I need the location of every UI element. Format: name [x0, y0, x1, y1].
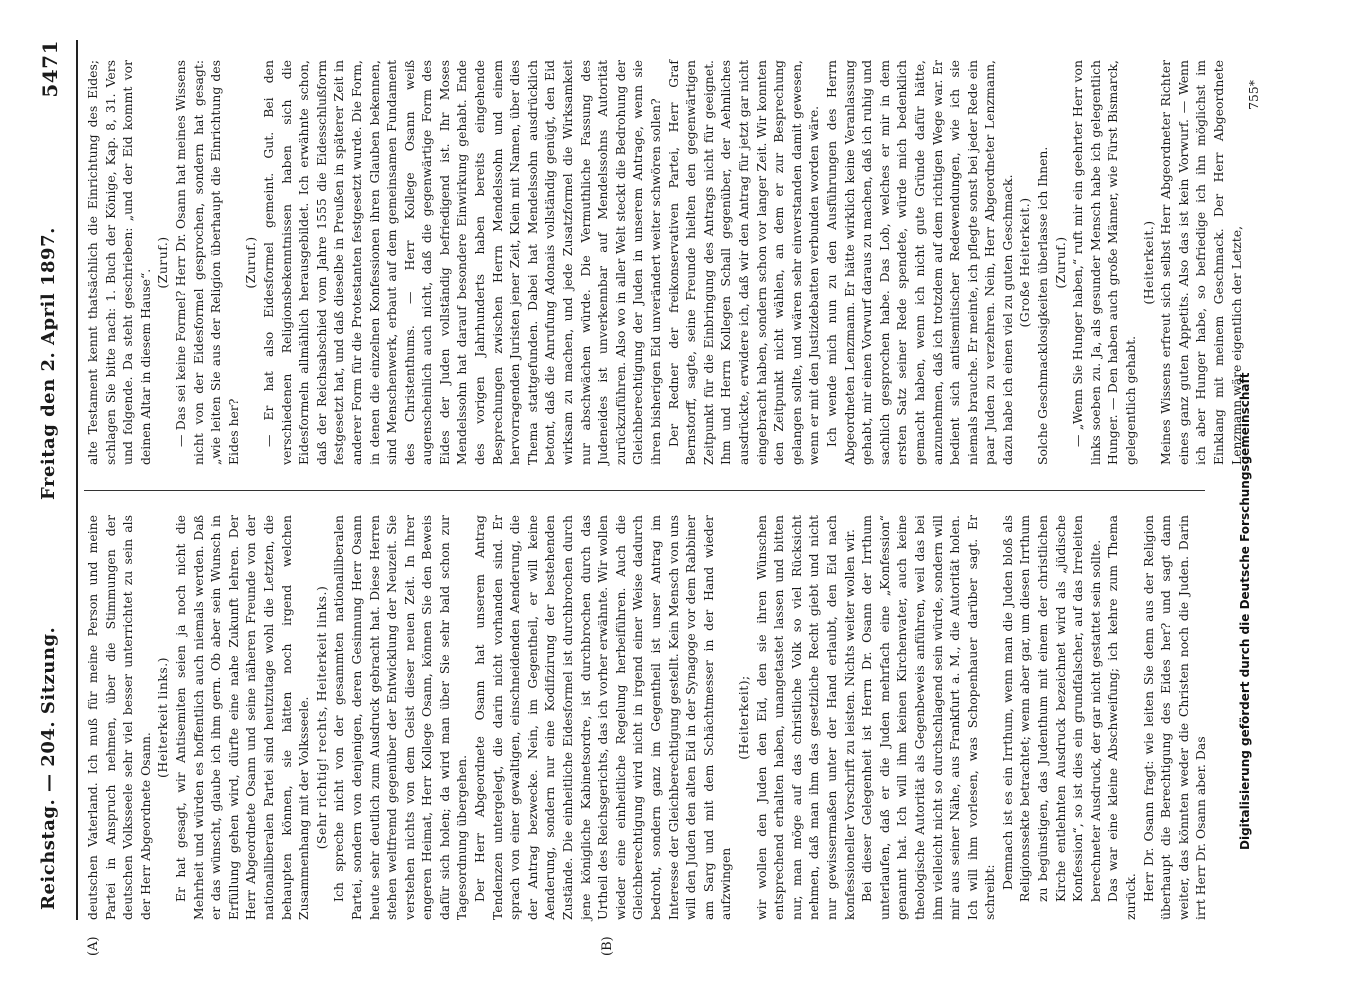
- interjection: (Zuruf.): [243, 236, 259, 289]
- paragraph: Das war eine kleine Abschweifung; ich kehre zum Thema zurück.: [1105, 515, 1139, 920]
- header-date: Freitag den 2. April 1897.: [38, 227, 59, 500]
- page-number: 5471: [38, 40, 62, 98]
- header-session: Reichstag. — 204. Sitzung.: [38, 626, 59, 910]
- interjection: (Heiterkeit);: [735, 675, 751, 760]
- running-header: [38, 40, 68, 930]
- interjection: (Heiterkeit.): [1140, 220, 1156, 305]
- header-rule: [76, 40, 78, 920]
- paragraph: Er hat gesagt, wir Antisemiten seien ja noch nicht die Mehrheit und würden es hoffentlich auch niemals werden. Daß er das wünscht, glaube ich ihm gern. Ob aber sein Wunsch in Erfüllung gehen wird, dürfte eine nahe Zukunft lehren. Der Herr Abgeordnete Osann und seine näheren Freunde von der nationalliberalen Partei sind heutzutage wohl die Letzten, die behaupten können, sie hätten noch irgend welchen Zusammenhang mit der Volksseele.: [172, 515, 312, 920]
- paragraph: Solche Geschmacklosigkeiten überlasse ich Ihnen.: [1035, 146, 1051, 465]
- left-column: [84, 515, 1210, 920]
- interjection: (Zuruf.): [155, 236, 171, 289]
- paragraph: Der Redner der freikonservativen Partei, Herr Graf Bernstorff, sagte, seine Freunde hielten den gegenwärtigen Zeitpunkt für die Einbringung des Antrags nicht für geeignet. Ihm und Herrn Kollegen Schall gegenüber, der Aehnliches ausdrückte, erwidere ich, daß wir den Antrag für jetzt gar nicht eingebracht haben, sondern schon vor langer Zeit. Wir konnten den Zeitpunkt nicht wählen, an dem er zur Besprechung gelangen sollte, und wären sehr einverstanden damit gewesen, wenn er mit den Justizdebatten verbunden worden wäre.: [665, 60, 822, 465]
- interjection: (Heiterkeit links.): [155, 657, 171, 778]
- quotation: Demnach ist es ein Irrthum, wenn man die Juden bloß als Religionssekte betrachtet; wenn aber gar, um diesen Irrthum zu begünstigen, das Judenthum mit einem der christlichen Kirche entlehnten Ausdruck bezeichnet wird als „jüdische Konfession“, so ist dies ein grundfalscher, auf das Irreleiten berechneter Ausdruck, der gar nicht gestattet sein sollte.: [999, 515, 1103, 902]
- right-column: [84, 60, 1263, 465]
- paragraph: — „Wenn Sie Hunger haben,“ ruft mir ein geehrter Herr von links soeben zu. Ja, als gesunder Mensch habe ich gelegentlich Hunger. — Den haben auch große Männer, wie Fürst Bismarck, gelegentlich gehabt.: [1070, 60, 1139, 465]
- margin-marker-b: (B): [600, 936, 615, 956]
- interjection: (Zuruf.): [1052, 236, 1068, 289]
- paragraph: Der Herr Abgeordnete Osann hat unserem Antrag Tendenzen untergelegt, die darin nicht vorhanden sind. Er sprach von einer gewaltigen, einschneidenden Aenderung, die der Antrag bezwecke. Nein, im Gegentheil, er will keine Aenderung, sondern nur eine Kodifizirung der bestehenden Zustände. Die einheitliche Eidesformel ist durchbrochen durch jene königliche Kabinetsordre, ist durchbrochen durch das Urtheil des Reichsgerichts, das ich vorher erwähnte. Wir wollen wieder eine einheitliche Regelung herbeiführen. Auch die Gleichberechtigung wird nicht in irgend einer Weise dadurch bedroht, sondern ganz im Gegentheil ist unser Antrag im Interesse der Gleichberechtigung gestellt. Kein Mensch von uns will den Juden den alten Eid in der Synagoge vor dem Rabbiner am Sarg und mit dem Schächtmesser in der Hand wieder aufzwingen: [472, 515, 734, 920]
- paragraph: Bei dieser Gelegenheit ist Herrn Dr. Osann der Irrthum unterlaufen, daß er die Juden mehrfach eine „Konfession“ genannt hat. Ich will ihm keinen Kirchenvater, auch keine theologische Autorität als Gegenbeweis anführen, weil das bei ihm vielleicht nicht so durchschlagend sein würde, sondern will mir aus seiner Nähe, aus Frankfurt a. M., die Autorität holen. Ich will ihm vorlesen, was Schopenhauer darüber sagt. Er schreibt:: [859, 515, 998, 920]
- paragraph: Ich spreche nicht von der gesammten nationalliberalen Partei, sondern von denjenigen, deren Gesinnung Herr Osann heute sehr deutlich zum Ausdruck gebracht hat. Diese Herren stehen weltfremd gegenüber der Entwicklung der Neuzeit. Sie verstehen nichts von dem Geist dieser neuen Zeit. In Ihrer engeren Heimat, Herr Kollege Osann, können Sie den Beweis dafür sich holen; da wird man über Sie sehr bald schon zur Tagesordnung übergehen.: [331, 515, 470, 920]
- paragraph: alte Testament kennt thatsächlich die Einrichtung des Eides; schlagen Sie bitte nach: 1. Buch der Könige, Kap. 8, 31. Vers und folgende. Da steht geschrieben: „und der Eid kommt vor deinen Altar in diesem Hause“.: [85, 60, 153, 465]
- paragraph: deutschen Vaterland. Ich muß für meine Person und meine Partei in Anspruch nehmen, über die Stimmungen der deutschen Volksseele sehr viel besser unterrichtet zu sein als der Herr Abgeordnete Osann.: [85, 515, 153, 920]
- digitization-credit: Digitalisierung gefördert durch die Deutsche Forschungsgemeinschaft: [1238, 372, 1252, 850]
- interjection: (Große Heiterkeit.): [1017, 197, 1033, 328]
- interjection: (Sehr richtig! rechts, Heiterkeit links.): [313, 585, 329, 850]
- paragraph: Meines Wissens erfreut sich selbst Herr Abgeordneter Richter eines ganz guten Appetits. Also das ist kein Vorwurf. — Wenn ich aber Hunger habe, so befriedige ich ihn möglichst im Einklang mit meinem Geschmack. Der Herr Abgeordnete Lenzmann wäre eigentlich der Letzte,: [1158, 60, 1244, 465]
- paragraph: — Er hat also Eidesformel gemeint. Gut. Bei den verschiedenen Religionsbekenntnissen haben sich die Eidesformeln allmählich herausgebildet. Ich erwähnte schon, daß der Reichsabschied vom Jahre 1555 die Eidesschlußform festgesetzt hat, und daß dieselbe in Preußen in späterer Zeit in anderer Form für die Protestanten festgesetzt wurde. Die Form, in denen die einzelnen Konfessionen ihren Glauben bekennen, sind Menschenwerk, erbaut auf dem gemeinsamen Fundament des Christenthums. — Herr Kollege Osann weiß augenscheinlich auch nicht, daß die gegenwärtige Form des Eides der Juden vollständig befriedigend ist. Ihr Moses Mendelssohn hat darauf besondere Einwirkung gehabt. Ende des vorigen Jahrhunderts haben bereits eingehende Besprechungen zwischen Herrn Mendelssohn und einem hervorragenden Juristen jener Zeit, Klein mit Namen, über dies Thema stattgefunden. Dabei hat Mendelssohn ausdrücklich betont, daß die Anrufung Adonais vollständig genügt, den Eid wirksam zu machen, und jede Zusatzformel die Wirksamkeit nur abschwächen würde. Die Vermuthliche Fassung des Judeneides ist unverkennbar auf Mendelssohns Autorität zurückzuführen. Also wo in aller Welt steckt die Bedrohung der Gleichberechtigung der Juden in unserem Antrage, wenn sie ihren bisherigen Eid unverändert weiter schwören sollen?: [260, 60, 663, 465]
- paragraph: — Das sei keine Formel? Herr Dr. Osann hat meines Wissens nicht von der Eidesformel gesprochen, sondern hat gesagt: „wie leiten Sie aus der Religion überhaupt die Einrichtung des Eides her?: [172, 60, 241, 465]
- sheet-signature: 755*: [1246, 80, 1262, 110]
- margin-marker-a: (A): [86, 936, 101, 956]
- paragraph: wir wollen den Juden den Eid, den sie ihren Wünschen entsprechend erhalten haben, unangetastet lassen und bitten nur, man möge auf das christliche Volk so viel Rücksicht nehmen, daß man ihm das gesetzliche Recht giebt und nicht nur gewissermaßen unter der Hand erlaubt, den Eid nach konfessioneller Vorschrift zu leisten. Nichts weiter wollen wir.: [753, 515, 857, 920]
- column-divider: [84, 490, 1205, 491]
- paragraph: Ich wende mich nun zu den Ausführungen des Herrn Abgeordneten Lenzmann. Er hätte wirklich keine Veranlassung gehabt, mir einen Vorwurf daraus zu machen, daß ich ruhig und sachlich gesprochen habe. Das Lob, welches er mir in dem ersten Satz seiner Rede spendete, würde mich bedenklich gemacht haben, wenn ich nicht gute Gründe dafür hätte, anzunehmen, daß ich trotzdem auf dem richtigen Wege war. Er bedient sich antisemitischer Redewendungen, wie ich sie niemals brauche. Er meinte, ich pflegte sonst bei jeder Rede ein paar Juden zu verzehren. Nein, Herr Abgeordneter Lenzmann, dazu habe ich einen viel zu guten Geschmack.: [823, 60, 1015, 465]
- paragraph: Herr Dr. Osann fragt: wie leiten Sie denn aus der Religion überhaupt die Berechtigung des Eides her? und sagt dann weiter, das könnten weder die Christen noch die Juden. Darin irrt Herr Dr. Osann aber. Das: [1140, 515, 1209, 920]
